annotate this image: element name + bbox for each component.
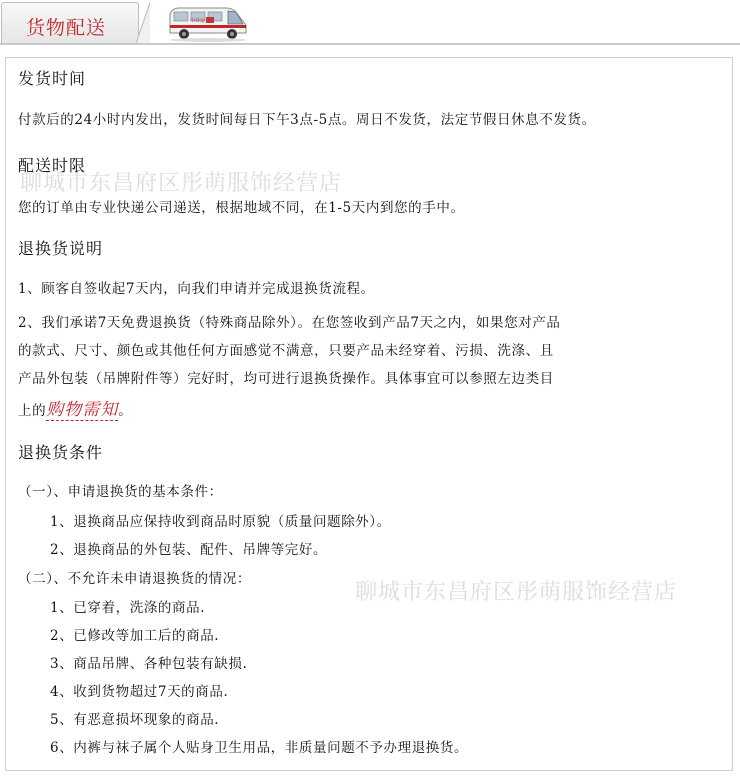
header-divider (0, 43, 740, 45)
return-info-item2-line2: 的款式、尺寸、颜色或其他任何方面感觉不满意，只要产品未经穿着、污损、洗涤、且 (18, 343, 554, 359)
shopping-notice-link[interactable]: 购物需知 (46, 400, 119, 420)
return-info-heading: 退换货说明 (18, 239, 104, 258)
van-sign-text: 中外运 (190, 18, 206, 24)
tab-title: 货物配送 (26, 17, 107, 39)
delivery-van-icon (166, 3, 250, 43)
list-item: 4、收到货物超过7天的商品. (50, 684, 229, 700)
conditions-group1-title: （一）、申请退换货的基本条件： (18, 484, 223, 500)
list-item: 1、已穿着，洗涤的商品. (50, 600, 206, 616)
list-item: 5、有恶意损坏现象的商品. (50, 712, 220, 728)
line-prefix: 上的 (18, 403, 47, 419)
tab-notch (136, 2, 150, 43)
return-info-item2-line3: 产品外包装（吊牌附件等）完好时，均可进行退换货操作。具体事宜可以参照左边类目 (18, 371, 554, 387)
header-bar (0, 0, 740, 46)
return-info-item2-line1: 2、我们承诺7天免费退换货（特殊商品除外）。在您签收到产品7天之内，如果您对产品 (18, 315, 561, 331)
list-item: 2、已修改等加工后的商品. (50, 628, 220, 644)
watermark-text: 聊城市东昌府区彤萌服饰经营店 (20, 171, 343, 196)
line-suffix: 。 (118, 403, 133, 419)
return-info-item2-line4 (18, 395, 132, 420)
conditions-group2-title: （二）、不允许未申请退换货的情况： (18, 571, 251, 587)
list-item: 1、退换商品应保持收到商品时原貌（质量问题除外）。 (50, 514, 391, 530)
return-conditions-heading: 退换货条件 (18, 443, 104, 462)
list-item: 6、内裤与袜子属个人贴身卫生用品，非质量问题不予办理退换货。 (50, 740, 469, 756)
delivery-limit-text: 您的订单由专业快递公司递送，根据地域不同，在1-5天内到您的手中。 (18, 200, 465, 216)
shipping-time-heading: 发货时间 (18, 69, 87, 88)
list-item: 2、退换商品的外包装、配件、吊牌等完好。 (50, 542, 328, 558)
shipping-time-text: 付款后的24小时内发出，发货时间每日下午3点-5点。周日不发货，法定节假日休息不发货。 (18, 112, 596, 128)
return-info-item1: 1、顾客自签收起7天内，向我们申请并完成退换货流程。 (18, 281, 375, 297)
delivery-limit-heading: 配送时限 (18, 156, 87, 175)
watermark-text: 聊城市东昌府区彤萌服饰经营店 (355, 580, 678, 605)
list-item: 3、商品吊牌、各种包装有缺损. (50, 656, 248, 672)
section-tab (1, 2, 139, 43)
